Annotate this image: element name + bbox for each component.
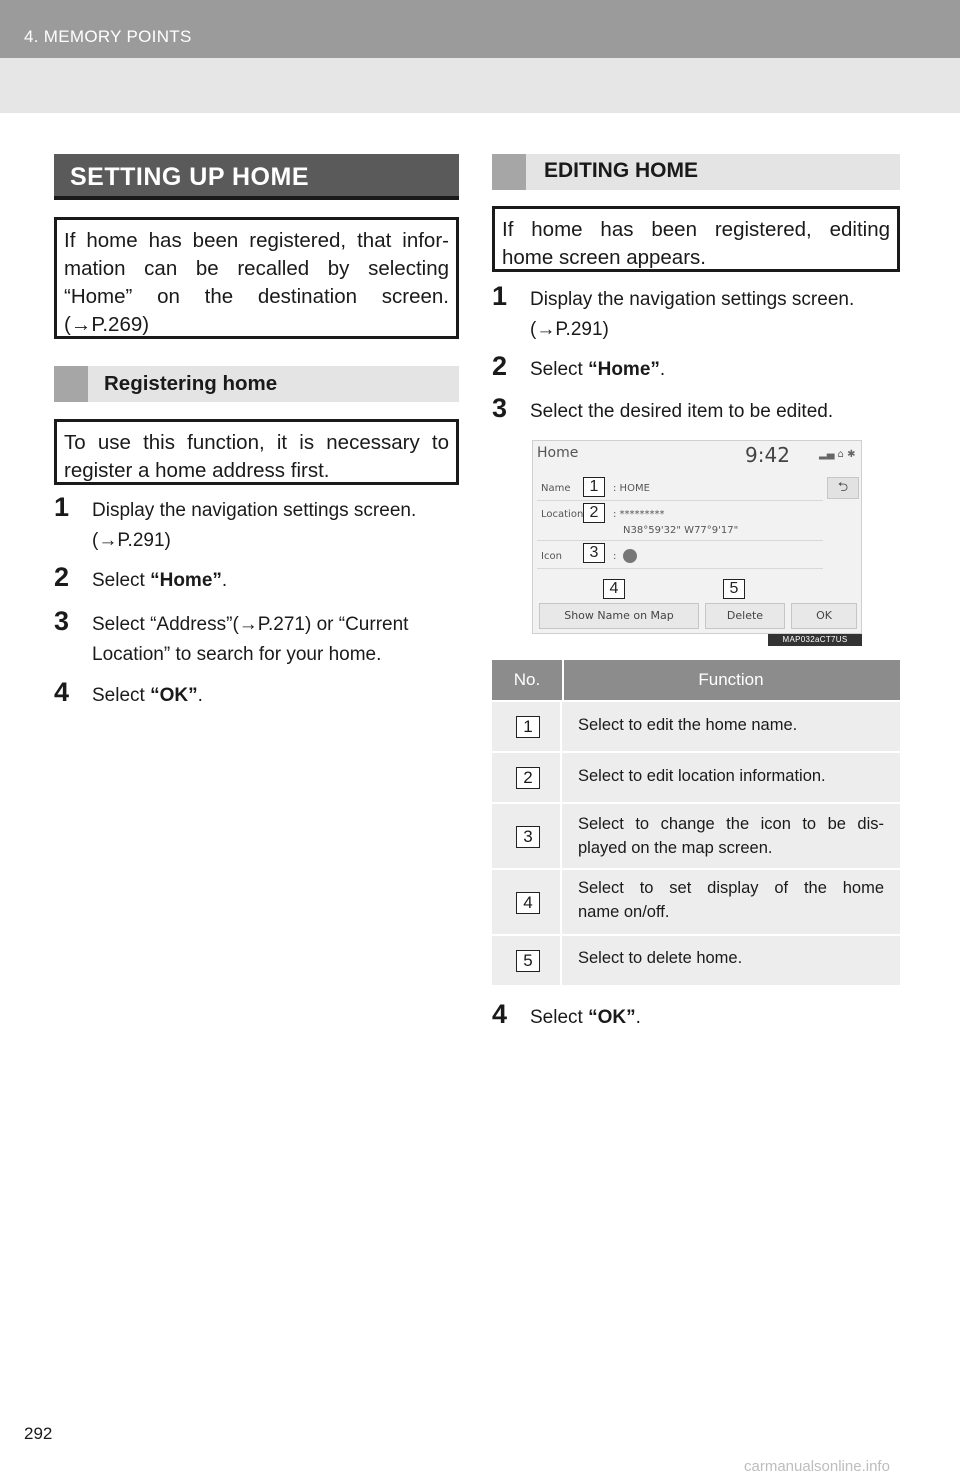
intro-line: If home has been registered, that infor- xyxy=(64,229,449,252)
screen-clock: 9:42 xyxy=(745,443,790,467)
callout-3: 3 xyxy=(583,543,605,563)
step-number: 3 xyxy=(492,393,508,423)
note-line: To use this function, it is necessary to xyxy=(64,431,449,454)
right-step-2: 2 Select “Home”. xyxy=(492,351,666,381)
registering-home-heading: Registering home xyxy=(54,366,459,402)
editing-home-intro-box xyxy=(492,206,900,272)
step-text: Select “Address”(→P.271) or “Current xyxy=(92,614,409,635)
name-label: Name xyxy=(541,483,571,494)
setting-up-home-heading: SETTING UP HOME xyxy=(54,154,459,200)
step-number: 4 xyxy=(492,999,508,1029)
page-number: 292 xyxy=(24,1424,53,1443)
row-function: Select to change the icon to be dis- xyxy=(578,815,884,833)
left-step-4: 4 Select “OK”. xyxy=(54,677,203,707)
editing-home-heading: EDITING HOME xyxy=(492,154,900,190)
status-icons: ▂▄ ⌂ ✱ xyxy=(819,449,856,460)
page-header-bar xyxy=(0,0,960,58)
step-text-bold: “OK” xyxy=(588,1007,636,1028)
step-text: Select the desired item to be edited. xyxy=(530,401,834,422)
show-name-on-map-button[interactable]: Show Name on Map xyxy=(539,603,699,629)
step-text: Display the navigation settings screen. xyxy=(530,289,855,310)
step-text-bold: “Home” xyxy=(588,359,660,380)
table-row xyxy=(492,804,900,868)
name-value: : HOME xyxy=(613,483,650,494)
intro-line: mation can be recalled by selecting xyxy=(64,257,449,280)
icon-label: Icon xyxy=(541,551,562,562)
table-row xyxy=(492,936,900,985)
step-text: Select xyxy=(92,570,151,591)
step-text: Select xyxy=(92,685,151,706)
ok-button[interactable]: OK xyxy=(791,603,857,629)
step-number: 2 xyxy=(54,562,70,592)
note-line: register a home address first. xyxy=(64,459,330,482)
heading-block xyxy=(492,154,526,190)
page-header-subbar xyxy=(0,58,960,113)
left-step-1 xyxy=(54,492,459,556)
heading-block xyxy=(54,366,88,402)
function-table-header xyxy=(492,660,900,700)
row-function: Select to set display of the home xyxy=(578,879,884,897)
home-icon xyxy=(623,549,637,563)
step-text: Display the navigation settings screen. xyxy=(92,500,417,521)
left-step-2: 2 Select “Home”. xyxy=(54,562,228,592)
step-number: 1 xyxy=(54,492,70,522)
row-number: 2 xyxy=(516,767,540,789)
column-header-function: Function xyxy=(698,670,764,689)
step-text-bold: “OK” xyxy=(150,685,198,706)
table-row xyxy=(492,870,900,934)
location-label: Location xyxy=(541,509,584,520)
location-coordinates: N38°59'32" W77°9'17" xyxy=(623,525,739,536)
step-text-bold: “Home” xyxy=(150,570,222,591)
watermark: carmanualsonline.info xyxy=(744,1458,890,1475)
location-row[interactable] xyxy=(537,503,823,541)
section-title: 4. MEMORY POINTS xyxy=(24,27,192,46)
callout-2: 2 xyxy=(583,503,605,523)
right-step-1 xyxy=(492,281,900,345)
table-row xyxy=(492,753,900,802)
intro-line: home screen appears. xyxy=(502,246,706,269)
intro-line: If home has been registered, editing xyxy=(502,218,890,241)
step-text: Location” to search for your home. xyxy=(92,644,382,665)
location-value: : ********* xyxy=(613,509,665,520)
table-row xyxy=(492,702,900,751)
back-button[interactable]: ⮌ xyxy=(827,477,859,499)
step-text: (→P.291) xyxy=(92,530,171,551)
step-text: Select xyxy=(530,359,589,380)
name-row[interactable] xyxy=(537,475,823,501)
icon-value: : xyxy=(613,551,617,562)
intro-line: (→P.269) xyxy=(64,313,150,336)
row-function: Select to edit the home name. xyxy=(578,716,798,734)
row-function: played on the map screen. xyxy=(578,839,773,857)
row-function: name on/off. xyxy=(578,903,670,921)
right-step-3 xyxy=(492,393,900,427)
left-step-3 xyxy=(54,606,459,670)
row-number: 3 xyxy=(516,826,540,848)
callout-4: 4 xyxy=(603,579,625,599)
screen-title: Home xyxy=(537,445,579,461)
step-text: (→P.291) xyxy=(530,319,609,340)
row-number: 4 xyxy=(516,892,540,914)
intro-line: “Home” on the destination screen. xyxy=(64,285,449,308)
step-text: Select xyxy=(530,1007,589,1028)
right-step-4: 4 Select “OK”. xyxy=(492,999,641,1029)
step-number: 2 xyxy=(492,351,508,381)
callout-1: 1 xyxy=(583,477,605,497)
step-number: 3 xyxy=(54,606,70,636)
step-number: 1 xyxy=(492,281,508,311)
setting-up-home-intro-box xyxy=(54,217,459,339)
registering-home-note-box xyxy=(54,419,459,485)
callout-5: 5 xyxy=(723,579,745,599)
step-number: 4 xyxy=(54,677,70,707)
delete-button[interactable]: Delete xyxy=(705,603,785,629)
row-function: Select to edit location information. xyxy=(578,767,826,785)
row-number: 1 xyxy=(516,716,540,738)
icon-row[interactable] xyxy=(537,543,823,569)
figure-code-label: MAP032aCT7US xyxy=(768,634,862,646)
row-function: Select to delete home. xyxy=(578,949,743,967)
home-edit-screen-figure xyxy=(532,440,862,634)
column-header-no: No. xyxy=(513,670,541,689)
row-number: 5 xyxy=(516,950,540,972)
